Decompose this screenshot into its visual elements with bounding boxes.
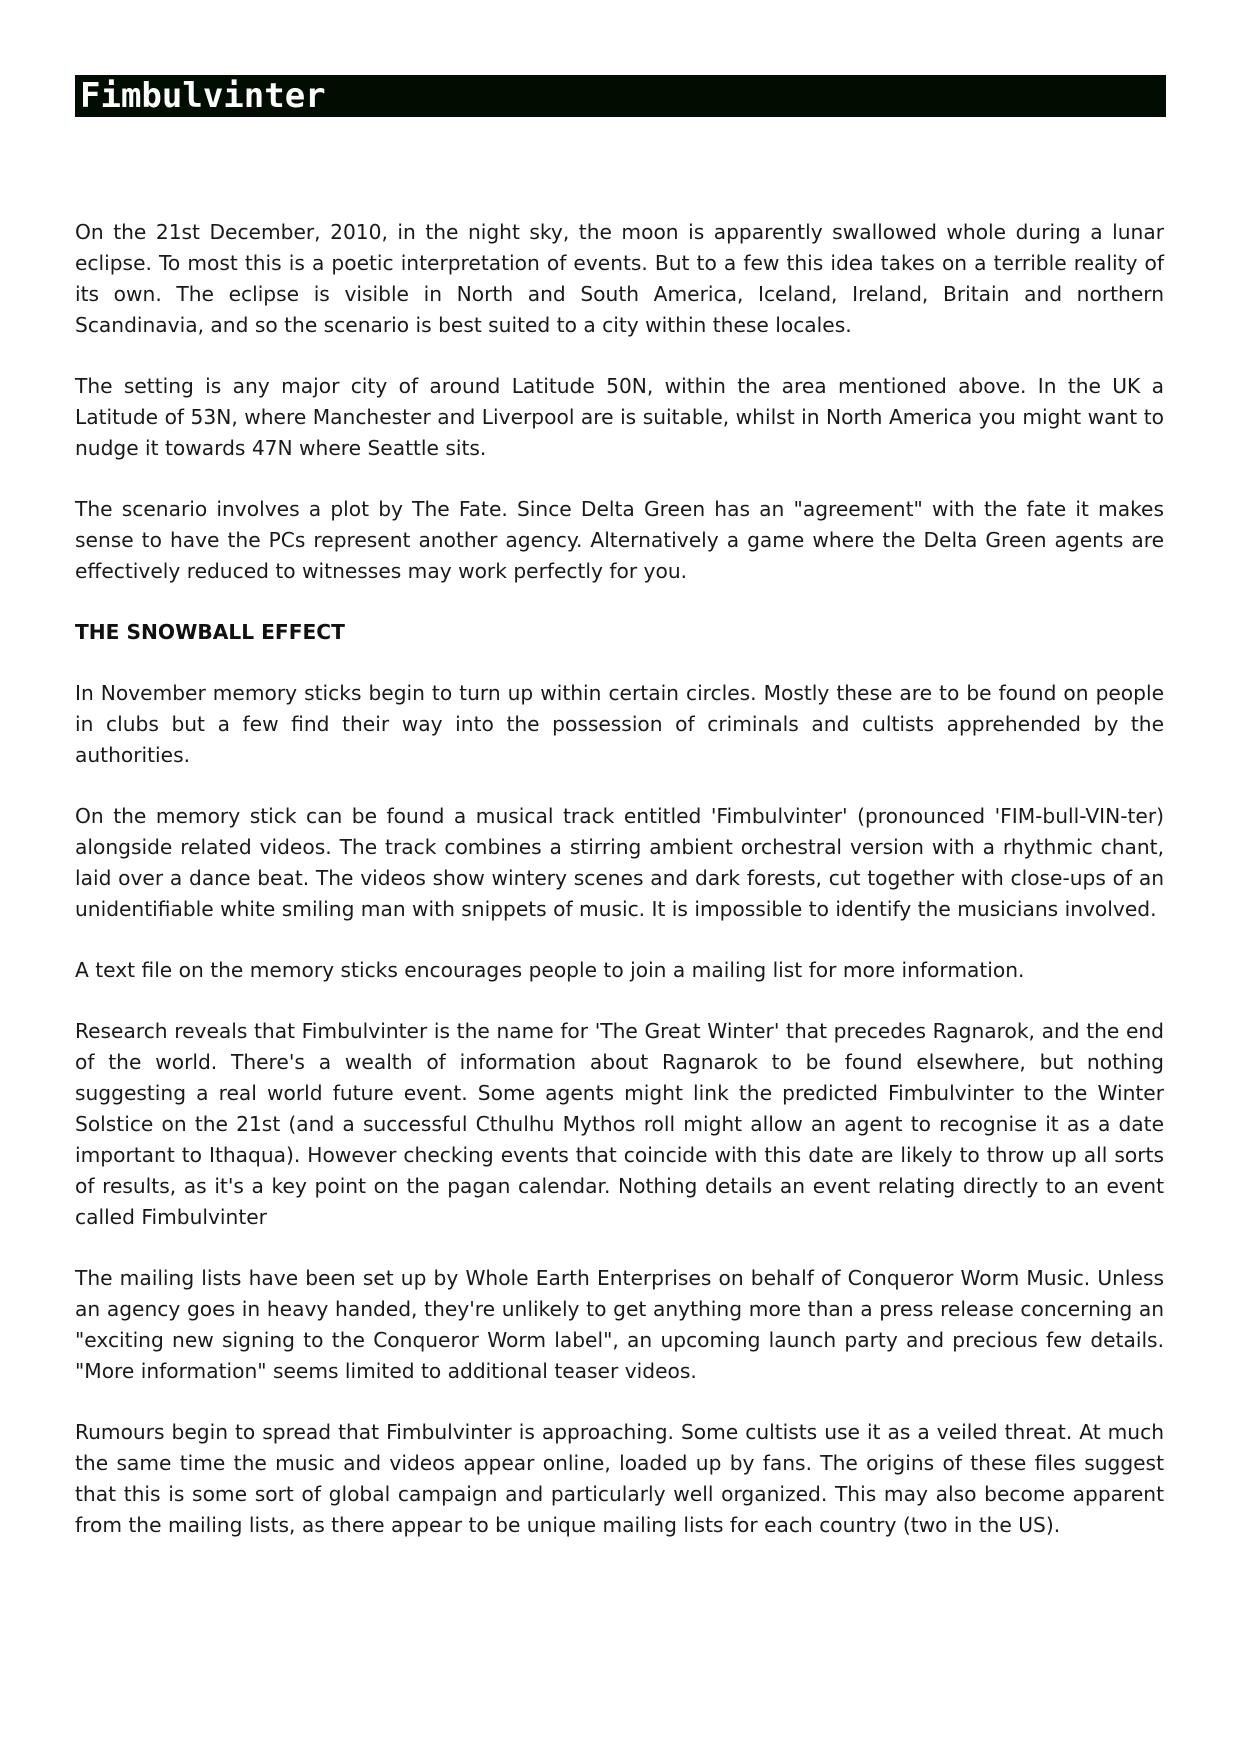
paragraph-section-3: A text file on the memory sticks encourages people to join a mailing list for more information. [75,958,1025,982]
paragraph-intro-3: The scenario involves a plot by The Fate. Since Delta Green has an "agreement" with the fate it makes sense to have the PCs represent another agency. Alternatively a game where the Delta Green agents are effectively reduced to witnesses may work perfectly for you. [75,497,1164,583]
title-banner [75,75,1166,117]
page-title: Fimbulvinter [80,76,326,116]
paragraph-section-4: Research reveals that Fimbulvinter is the name for 'The Great Winter' that precedes Ragnarok, and the end of the world. There's a wealth of information about Ragnarok to be found elsewhere, but nothing suggesting a real world future event. Some agents might link the predicted Fimbulvinter to the Winter Solstice on the 21st (and a successful Cthulhu Mythos roll might allow an agent to recognise it as a date important to Ithaqua). However checking events that coincide with this date are likely to throw up all sorts of results, as it's a key point on the pagan calendar. Nothing details an event relating directly to an event called Fimbulvinter [75,1019,1164,1229]
paragraph-section-5: The mailing lists have been set up by Whole Earth Enterprises on behalf of Conqueror Worm Music. Unless an agency goes in heavy handed, they're unlikely to get anything more than a press release concerning an "exciting new signing to the Conqueror Worm label", an upcoming launch party and precious few details. "More information" seems limited to additional teaser videos. [75,1266,1164,1383]
section-heading: THE SNOWBALL EFFECT [75,620,345,644]
paragraph-section-1: In November memory sticks begin to turn up within certain circles. Mostly these are to be found on people in clubs but a few find their way into the possession of criminals and cultists apprehended by the authorities. [75,681,1164,767]
paragraph-section-6: Rumours begin to spread that Fimbulvinter is approaching. Some cultists use it as a veiled threat. At much the same time the music and videos appear online, loaded up by fans. The origins of these files suggest that this is some sort of global campaign and particularly well organized. This may also become apparent from the mailing lists, as there appear to be unique mailing lists for each country (two in the US). [75,1420,1164,1537]
document-page [75,75,1166,1541]
paragraph-section-2: On the memory stick can be found a musical track entitled 'Fimbulvinter' (pronounced 'FIM-bull-VIN-ter) alongside related videos. The track combines a stirring ambient orchestral version with a rhythmic chant, laid over a dance beat. The videos show wintery scenes and dark forests, cut together with close-ups of an unidentifiable white smiling man with snippets of music. It is impossible to identify the musicians involved. [75,804,1164,921]
paragraph-intro-1: On the 21st December, 2010, in the night sky, the moon is apparently swallowed whole during a lunar eclipse. To most this is a poetic interpretation of events. But to a few this idea takes on a terrible reality of its own. The eclipse is visible in North and South America, Iceland, Ireland, Britain and northern Scandinavia, and so the scenario is best suited to a city within these locales. [75,220,1164,337]
paragraph-intro-2: The setting is any major city of around Latitude 50N, within the area mentioned above. In the UK a Latitude of 53N, where Manchester and Liverpool are is suitable, whilst in North America you might want to nudge it towards 47N where Seattle sits. [75,374,1164,460]
